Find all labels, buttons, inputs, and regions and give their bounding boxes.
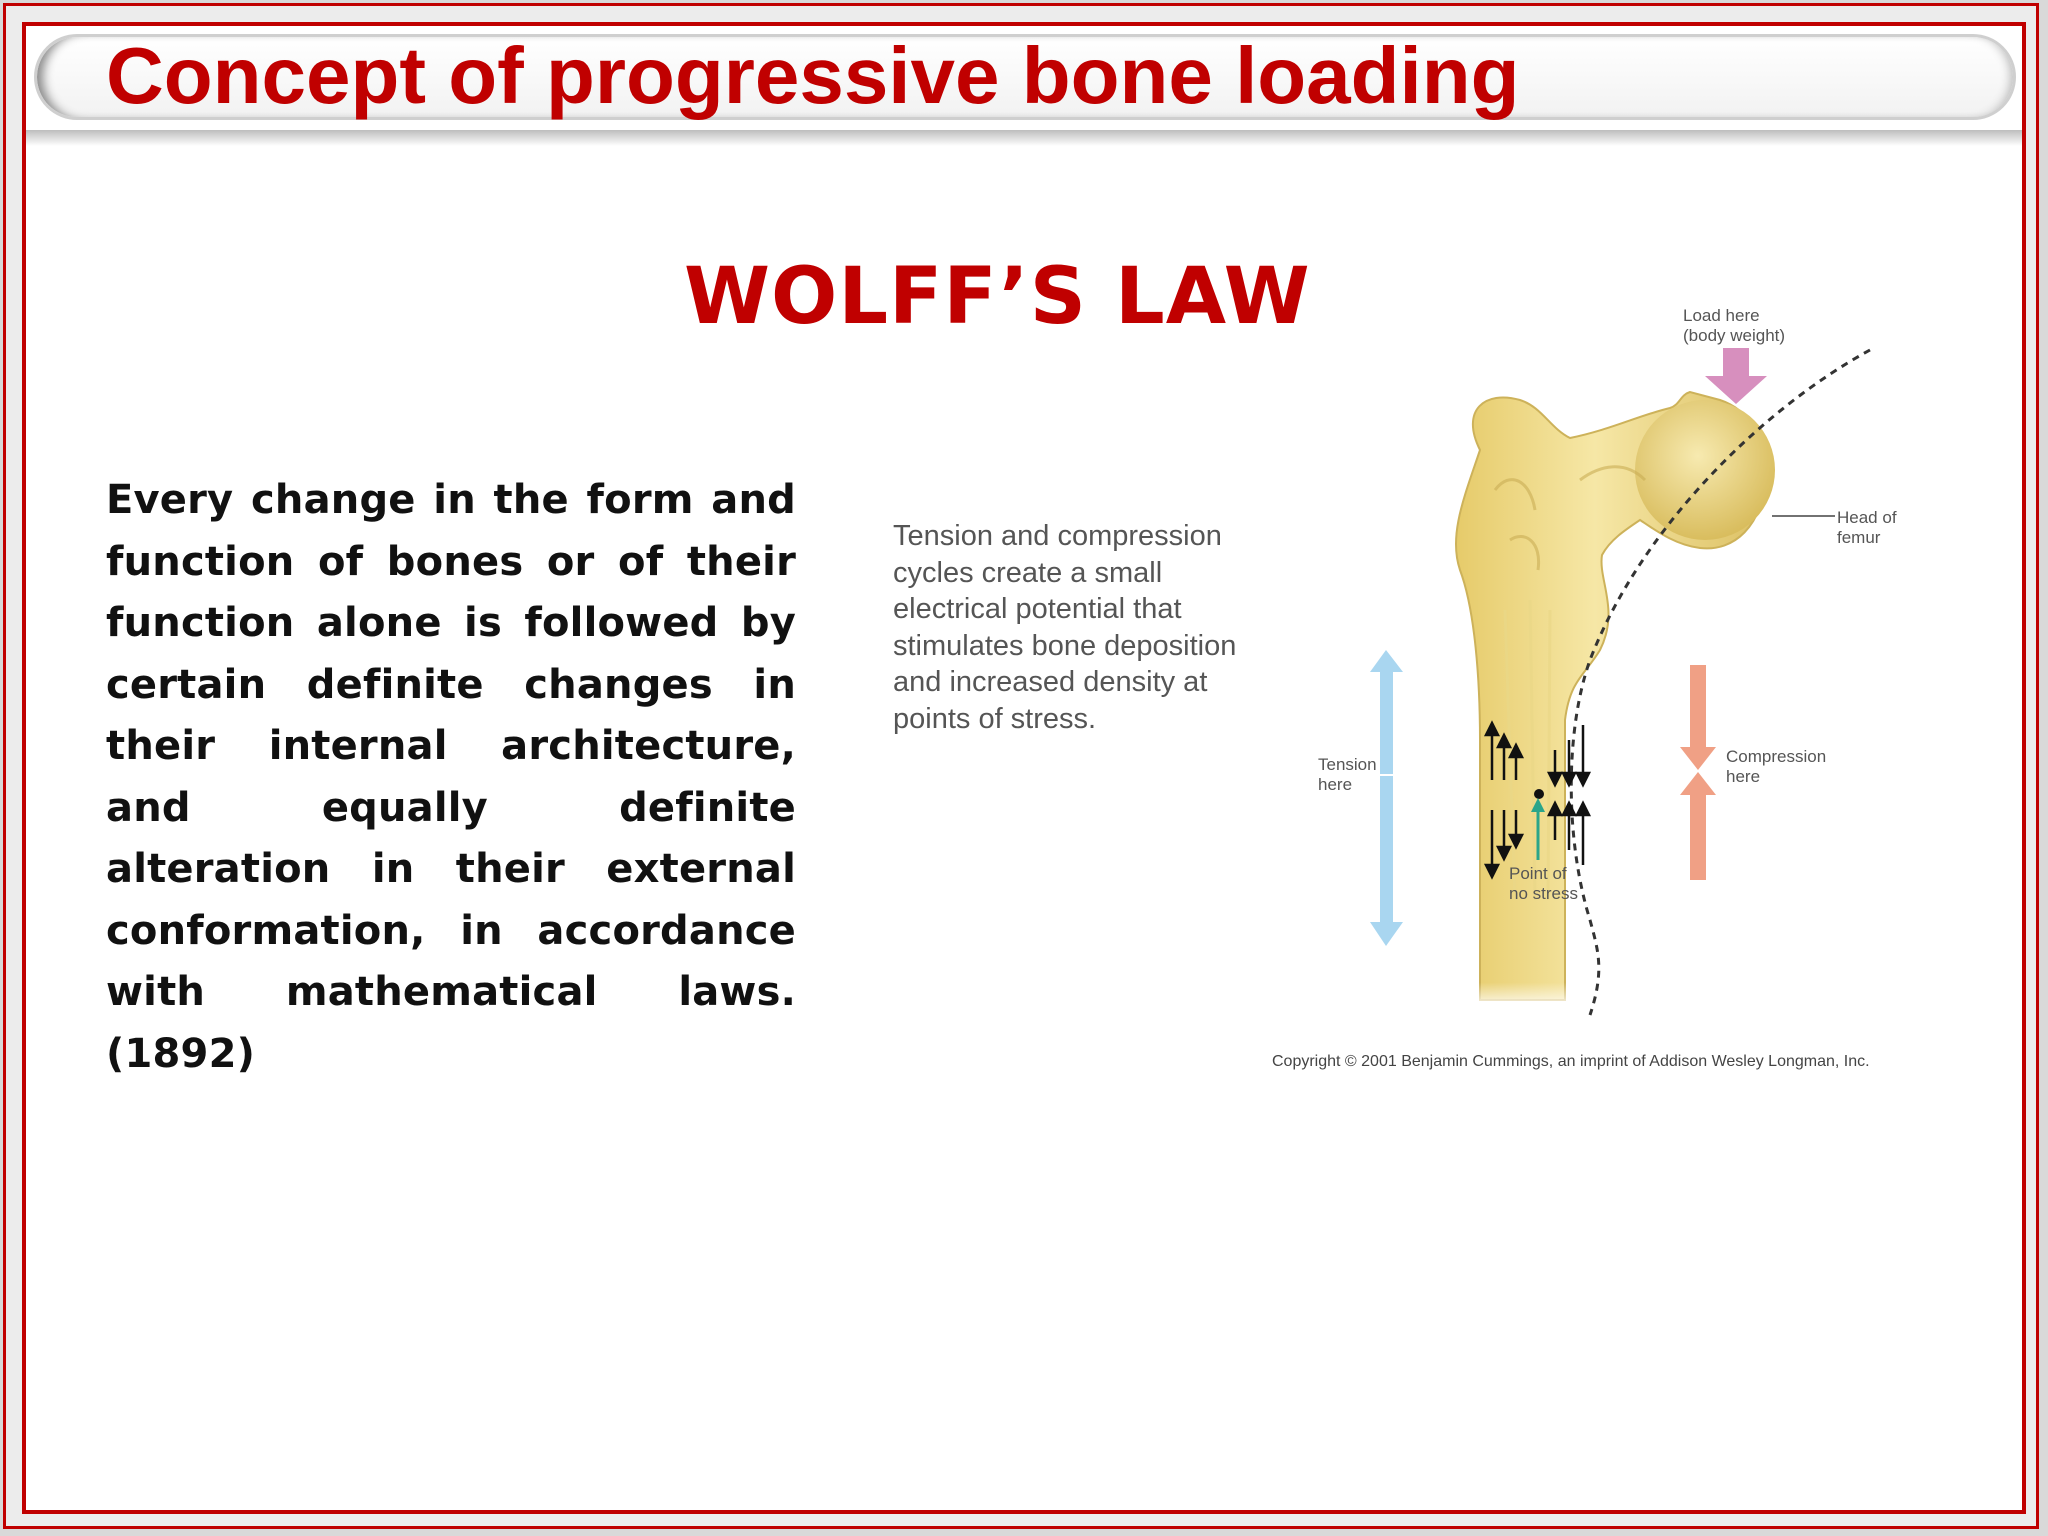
- figure-copyright: Copyright © 2001 Benjamin Cummings, an imprint of Addison Wesley Longman, Inc.: [1272, 1053, 1870, 1070]
- label-no-stress: Point of no stress: [1509, 864, 1578, 903]
- figure-caption: Tension and compression cycles create a small electrical potential that stimulates bone deposition and increased density at points of stress.: [893, 520, 1237, 735]
- femur-head: [1635, 400, 1775, 540]
- no-stress-point: [1534, 789, 1544, 799]
- label-tension: Tension here: [1318, 755, 1377, 794]
- slide-title: Concept of progressive bone loading: [106, 31, 1520, 120]
- load-arrow-icon: [1705, 348, 1767, 404]
- label-head-of-femur: Head of femur: [1837, 508, 1897, 547]
- tension-arrow-icon: [1370, 650, 1403, 946]
- femur-illustration: [1280, 280, 1980, 1040]
- compression-arrow-icon: [1680, 665, 1716, 880]
- label-compression: Compression here: [1726, 747, 1827, 786]
- body-paragraph: Every change in the form and function of bones or of their function alone is followed by certain definite changes in their internal architecture, and equally definite alteration in their external conformation, in accordance with mathematical laws. (1892): [106, 477, 796, 1077]
- label-load: Load here (body weight): [1683, 306, 1786, 345]
- title-bar-shadow: [26, 130, 2022, 146]
- slide-subtitle: WOLFF’S LAW: [684, 252, 1311, 342]
